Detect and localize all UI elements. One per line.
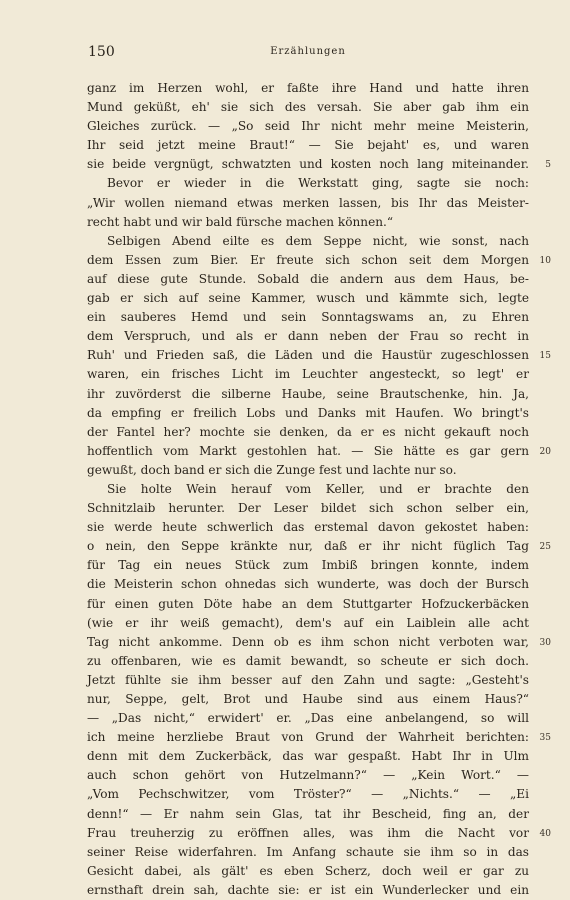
text-line <box>87 289 529 308</box>
line-text: waren, ein frisches Licht im Leuchter angesteckt, so legt' er <box>87 367 529 382</box>
line-text: Frau treuherzig zu eröffnen alles, was ihm die Nacht vor <box>87 825 529 840</box>
text-line <box>87 251 551 270</box>
line-text: ein sauberes Hemd und sein Sonntagswams an, zu Ehren <box>87 310 529 325</box>
line-text: gewußt, doch band er sich die Zunge fest und lachte nur so. <box>87 462 457 477</box>
page-header <box>88 44 528 64</box>
text-line <box>87 595 529 614</box>
text-line <box>87 805 529 824</box>
line-number: 15 <box>539 351 551 362</box>
text-line <box>87 747 529 766</box>
line-text: denn mit dem Zuckerbäck, das war gespaßt. Habt Ihr in Ulm <box>87 749 529 764</box>
text-line <box>87 270 529 289</box>
line-text: ich meine herzliebe Braut von Grund der Wahrheit berichten: <box>87 730 529 745</box>
text-line <box>87 709 529 728</box>
text-line <box>87 136 529 155</box>
line-text: denn!“ — Er nahm sein Glas, tat ihr Bescheid, fing an, der <box>87 806 529 821</box>
text-line <box>87 862 529 881</box>
line-number: 40 <box>539 828 551 839</box>
line-text: ihr zuvörderst die silberne Haube, seine Brautschenke, hin. Ja, <box>87 386 529 401</box>
text-line <box>87 442 551 461</box>
text-line <box>87 671 529 690</box>
line-text: zu offenbaren, wie es damit bewandt, so scheute er sich doch. <box>87 653 529 668</box>
line-text: gab er sich auf seine Kammer, wusch und kämmte sich, legte <box>87 291 529 306</box>
line-text: Gesicht dabei, als gält' es eben Scherz, doch weil er gar zu <box>87 863 529 878</box>
text-line <box>87 614 529 633</box>
line-text: für Tag ein neues Stück zum Imbiß bringen konnte, indem <box>87 558 529 573</box>
line-text: Gleiches zurück. — „So seid Ihr nicht mehr meine Meisterin, <box>87 119 529 134</box>
text-line <box>87 98 529 117</box>
line-number: 30 <box>539 637 551 648</box>
line-text: sie beide vergnügt, schwatzten und kosten noch lang miteinander. <box>87 157 529 172</box>
text-line <box>87 652 529 671</box>
line-text: für einen guten Döte habe an dem Stuttgarter Hofzuckerbäcken <box>87 596 529 611</box>
line-text: Selbigen Abend eilte es dem Seppe nicht, wie sonst, nach <box>107 233 529 248</box>
text-line <box>87 346 551 365</box>
text-line <box>87 213 529 232</box>
line-text: — „Das nicht,“ erwidert' er. „Das eine anbelangend, so will <box>87 711 529 726</box>
text-line <box>87 690 529 709</box>
line-text: „Wir wollen niemand etwas merken lassen, bis Ihr das Meister- <box>87 195 529 210</box>
text-line <box>87 385 529 404</box>
line-text: die Meisterin schon ohnedas sich wunderte, was doch der Bursch <box>87 577 529 592</box>
line-text: dem Verspruch, und als er dann neben der Frau so recht in <box>87 329 529 344</box>
line-text: (wie er ihr weiß gemacht), dem's auf ein Laiblein alle acht <box>87 615 529 630</box>
line-text: auf diese gute Stunde. Sobald die andern aus dem Haus, be- <box>87 271 529 286</box>
line-text: dem Essen zum Bier. Er freute sich schon seit dem Morgen <box>87 252 529 267</box>
line-number: 25 <box>539 542 551 553</box>
line-number: 20 <box>539 446 551 457</box>
text-line <box>87 537 551 556</box>
text-line <box>87 461 529 480</box>
text-line <box>87 881 529 900</box>
text-line <box>87 327 529 346</box>
line-text: ganz im Herzen wohl, er faßte ihre Hand und hatte ihren <box>87 81 529 95</box>
text-line <box>87 308 529 327</box>
text-line <box>87 824 551 843</box>
text-line <box>87 766 529 785</box>
line-text: hoffentlich vom Markt gestohlen hat. — Sie hätte es gar gern <box>87 443 529 458</box>
text-line <box>87 518 529 537</box>
text-line <box>87 633 551 652</box>
text-line <box>87 365 529 384</box>
text-line <box>87 480 529 499</box>
text-line <box>87 785 529 804</box>
text-line <box>87 194 529 213</box>
line-text: da empfing er freilich Lobs und Danks mit Haufen. Wo bringt's <box>87 405 529 420</box>
body-text <box>87 79 551 900</box>
line-text: seiner Reise widerfahren. Im Anfang schaute sie ihm so in das <box>87 844 529 859</box>
text-line <box>87 728 551 747</box>
text-line <box>87 423 529 442</box>
line-text: Ruh' und Frieden saß, die Läden und die Haustür zugeschlossen <box>87 348 529 363</box>
line-text: recht habt und wir bald fürsche machen können.“ <box>87 214 394 229</box>
line-text: Jetzt fühlte sie ihm besser auf den Zahn und sagte: „Gesteht's <box>87 672 529 687</box>
line-number: 10 <box>539 255 551 266</box>
text-line <box>87 117 529 136</box>
text-line <box>87 79 529 98</box>
line-text: nur, Seppe, gelt, Brot und Haube sind aus einem Haus?“ <box>87 692 529 706</box>
line-text: Sie holte Wein herauf vom Keller, und er brachte den <box>107 481 529 496</box>
line-text: Tag nicht ankomme. Denn ob es ihm schon nicht verboten war, <box>87 634 529 649</box>
text-line <box>87 404 529 423</box>
line-text: sie werde heute schwerlich das erstemal davon gekostet haben: <box>87 520 529 535</box>
line-text: „Vom Pechschwitzer, vom Tröster?“ — „Nichts.“ — „Ei <box>87 787 529 802</box>
line-text: Mund geküßt, eh' sie sich des versah. Sie aber gab ihm ein <box>87 100 529 115</box>
running-title: Erzählungen <box>270 46 346 57</box>
text-line <box>87 843 529 862</box>
text-line <box>87 174 529 193</box>
line-number: 35 <box>539 733 551 744</box>
line-text: Ihr seid jetzt meine Braut!“ — Sie bejaht' es, und waren <box>87 138 529 153</box>
line-text: o nein, den Seppe kränkte nur, daß er ihr nicht füglich Tag <box>87 539 529 554</box>
text-line <box>87 232 529 251</box>
text-line <box>87 155 551 174</box>
line-number: 5 <box>545 160 551 171</box>
line-text: auch schon gehört von Hutzelmann?“ — „Kein Wort.“ — <box>87 768 529 783</box>
text-line <box>87 499 529 518</box>
line-text: Bevor er wieder in die Werkstatt ging, sagte sie noch: <box>107 176 529 191</box>
line-text: ernsthaft drein sah, dachte sie: er ist ein Wunderlecker und ein <box>87 882 529 897</box>
line-text: Schnitzlaib herunter. Der Leser bildet sich schon selber ein, <box>87 501 529 516</box>
text-line <box>87 575 529 594</box>
text-line <box>87 556 529 575</box>
line-text: der Fantel her? mochte sie denken, da er es nicht gekauft noch <box>87 424 529 439</box>
page-number: 150 <box>88 44 115 60</box>
